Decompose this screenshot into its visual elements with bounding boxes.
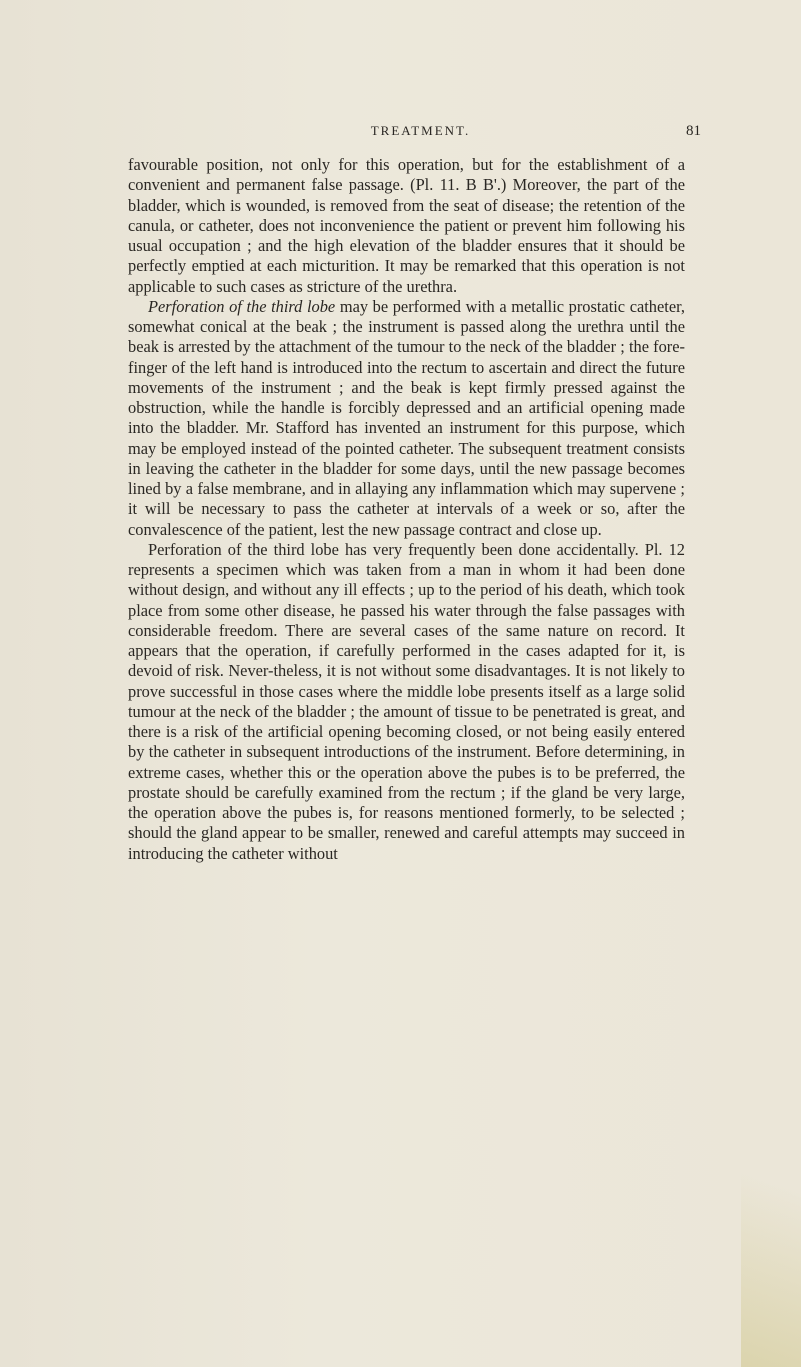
paragraph-3-text: Perforation of the third lobe has very frequently been done accidentally. Pl. 12 represents a specimen which was taken from a man in whom it had been done without design, and without any ill effects ; up to the period of his death, which took place from some other disease, he passed his water through the false passages with considerable freedom. There are several cases of the same nature on record. It appears that the operation, if carefully performed in the cases adapted for it, is devoid of risk. Never-theless, it is not without some disadvantages. It is not likely to prove successful in those cases where the middle lobe presents itself as a large solid tumour at the neck of the bladder ; the amount of tissue to be penetrated is great, and there is a risk of the artificial opening becoming closed, or not being easily entered by the catheter in subsequent introductions of the instrument. Before determining, in extreme cases, whether this or the operation above the pubes is to be preferred, the prostate should be carefully examined from the rectum ; if the gland be very large, the operation above the pubes is, for reasons mentioned formerly, to be selected ; should the gland appear to be smaller, renewed and careful attempts may succeed in introducing the catheter without xyxy=(128,539,685,863)
paragraph-1 xyxy=(128,155,685,297)
page-edge-shadow xyxy=(741,1107,801,1367)
paragraph-1-text: favourable position, not only for this operation, but for the establishment of a convenient and permanent false passage. (Pl. 11. B B'.) Moreover, the part of the bladder, which is wounded, is removed from the seat of disease; the retention of the canula, or catheter, does not inconvenience the patient or prevent him following his usual occupation ; and the high elevation of the bladder ensures that it should be perfectly emptied at each micturition. It may be remarked that this operation is not applicable to such cases as stricture of the urethra. xyxy=(128,155,685,296)
paragraph-2-text: may be performed with a metallic prostatic catheter, somewhat conical at the beak ; the instrument is passed along the urethra until the beak is arrested by the attachment of the tumour to the neck of the bladder ; the fore-finger of the left hand is introduced into the rectum to ascertain and direct the future movements of the instrument ; and the beak is kept firmly pressed against the obstruction, while the handle is forcibly depressed and an artificial opening made into the bladder. Mr. Stafford has invented an instrument for this purpose, which may be employed instead of the pointed catheter. The subsequent treatment consists in leaving the catheter in the bladder for some days, until the new passage becomes lined by a false membrane, and in allaying any inflammation which may supervene ; it will be necessary to pass the catheter at intervals of a week or so, after the convalescence of the patient, lest the new passage contract and close up. xyxy=(128,296,685,539)
running-head xyxy=(0,118,801,144)
paragraph-2-lead: Perforation of the third lobe xyxy=(148,296,336,316)
paragraph-3 xyxy=(128,540,685,864)
running-title: TREATMENT. xyxy=(370,123,471,138)
page-number: 81 xyxy=(686,123,701,139)
paragraph-2 xyxy=(128,297,685,540)
body-text xyxy=(128,155,685,864)
